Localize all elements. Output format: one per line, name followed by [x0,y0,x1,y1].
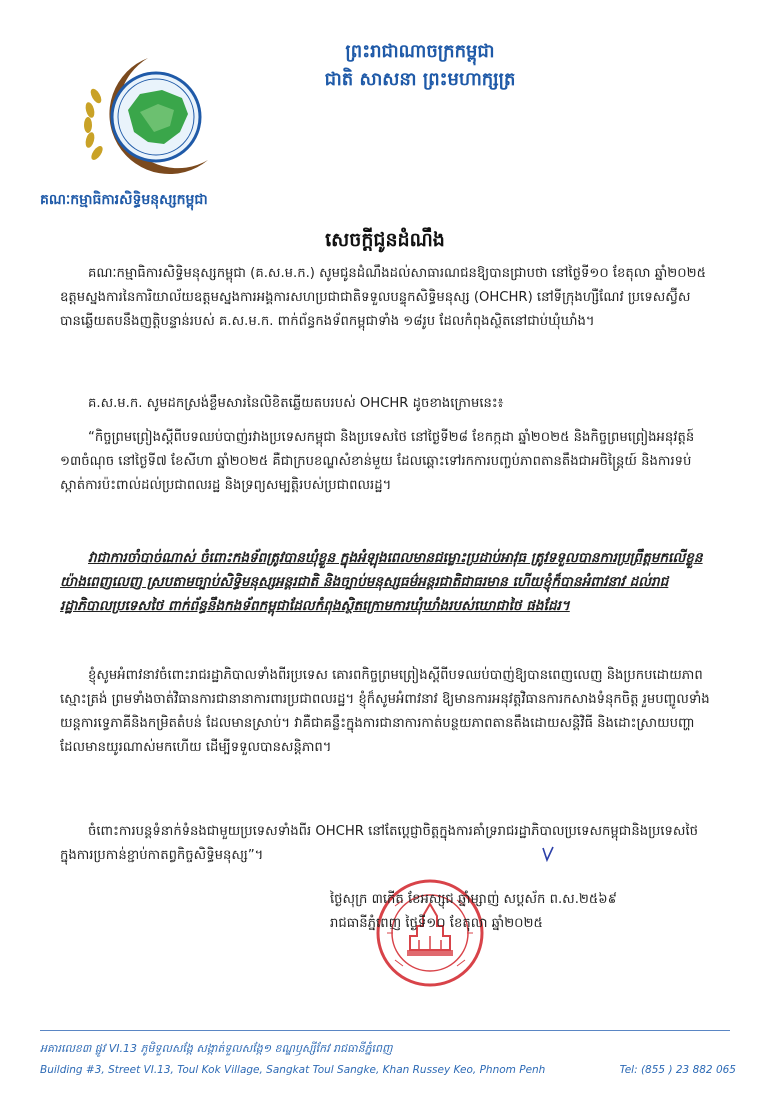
org-name: គណៈកម្មាធិការសិទ្ធិមនុស្សកម្ពុជា [40,192,208,208]
document-title: សេចក្តីជូនដំណឹង [325,229,445,251]
national-motto [260,38,580,94]
paragraph-commitment [60,820,710,876]
paragraph-appeal [60,664,710,814]
motto-kingdom: ព្រះរាជាណាចក្រកម្ពុជា [345,41,495,62]
paragraph-commitment-text: ចំពោះការបន្តទំនាក់ទំនងជាមួយប្រទេសទាំងពីរ OHCHR នៅតែប្តេជ្ញាចិត្តក្នុងការគាំទ្ររាជរដ្ឋាភិបាលប្រទេសកម្ពុជានិងប្រទេសថៃ ក្នុងការប្រកាន់ខ្ជាប់កាតព្វកិច្ចសិទ្ធិមនុស្ស”។ [60,824,699,863]
signature-block [330,888,730,936]
footer-divider [40,1030,730,1031]
solar-date: រាជធានីភ្នំពេញ ថ្ងៃទី១០ ខែតុលា ឆ្នាំ២០២៥ [330,916,543,931]
paragraph-quote-ceasefire [60,426,710,548]
paragraph-quote-ceasefire-text: “កិច្ចព្រមព្រៀងស្តីពីបទឈប់បាញ់រវាងប្រទេសកម្ពុជា និងប្រទេសថៃ នៅថ្ងៃទី២៨ ខែកក្កដា ឆ្នាំ២០២៥ និងកិច្ចព្រមព្រៀងអនុវត្តន៍ ១៣ចំណុច នៅថ្ងៃទី៧ ខែសីហា ឆ្នាំ២០២៥ គឺជាក្របខណ្ឌសំខាន់មួយ ដែលឆ្ពោះទៅរកការបញ្ចប់ភាពតានតឹងជាអចិន្ត្រៃយ៍ និងការទប់ស្កាត់ការប៉ះពាល់ដល់ប្រជាពលរដ្ឋ និងទ្រព្យសម្បត្តិរបស់ប្រជាពលរដ្ឋ។ [60,430,695,493]
paragraph-quote-intro [60,392,710,420]
paragraph-emphasis-detainees-text: វាជាការចាំបាច់ណាស់ ចំពោះកងទ័ពត្រូវបានឃុំខ្លួន ក្នុងអំឡុងពេលមានជម្លោះប្រដាប់អាវុធ ត្រូវទទួលបានការប្រព្រឹត្តមកលើខ្លួនយ៉ាងពេញលេញ ស្របតាមច្បាប់សិទ្ធិមនុស្សអន្តរជាតិ និងច្បាប់មនុស្សធម៌អន្តរជាតិជាធរមាន ហើយខ្ញុំក៏បានអំពាវនាវ ដល់រាជរដ្ឋាភិបាលប្រទេសថៃ ពាក់ព័ន្ធនឹងកងទ័ពកម្ពុជាដែលកំពុងស្ថិតក្រោមការឃុំឃាំងរបស់ឃោជាថៃ ផងដែរ។ [60,550,703,614]
footer-telephone: Tel: (855 ) 23 882 065 [619,1064,736,1076]
paragraph-emphasis-detainees [60,546,710,656]
paragraph-intro [60,262,710,384]
motto-nation-religion-king: ជាតិ សាសនា ព្រះមហាក្សត្រ [324,69,516,90]
paragraph-quote-intro-text: គ.ស.ម.ក. សូមដកស្រង់ខ្លឹមសារនៃលិខិតឆ្លើយតបរបស់ OHCHR ដូចខាងក្រោមនេះ៖ [88,396,504,411]
paragraph-appeal-text: ខ្ញុំសូមអំពាវនាវចំពោះរាជរដ្ឋាភិបាលទាំងពីរប្រទេស គោរពកិច្ចព្រមព្រៀងស្តីពីបទឈប់បាញ់ឱ្យបានពេញលេញ និងប្រកបដោយភាពស្មោះត្រង់ ព្រមទាំងចាត់វិធានការជានានាការពារប្រជាពលរដ្ឋ។ ខ្ញុំក៏សូមអំពាវនាវ ឱ្យមានការអនុវត្តវិធានការកសាងទំនុកចិត្ត រួមបញ្ចូលទាំងយន្តការទ្វេភាគីនិងកម្រិតតំបន់ ដែលមានស្រាប់។ វាគឺជាគន្លឹះក្នុងការជានាការកាត់បន្ថយភាពតានតឹងដោយសន្តិវិធី និងដោះស្រាយបញ្ហា ដែលមានយូរណាស់មកហើយ ដើម្បីទទួលបានសន្តិភាព។ [60,668,710,755]
org-logo [70,52,220,182]
footer-address-khmer: អគារលេខ៣ ផ្លូវ VI.13 ភូមិទួលសង្កែ សង្កាត់ទួលសង្កែ១ ខណ្ឌឫស្សីកែវ រាជធានីភ្នំពេញ [40,1042,393,1055]
handwritten-mark-icon [541,846,555,862]
paragraph-intro-text: គណៈកម្មាធិការសិទ្ធិមនុស្សកម្ពុជា (គ.ស.ម.ក.) សូមជូនដំណឹងដល់សាធារណជនឱ្យបានជ្រាបថា នៅថ្ងៃទី១០ ខែតុលា ឆ្នាំ២០២៥ ឧត្តមស្នងការនៃការិយាល័យឧត្តមស្នងការអង្គការសហប្រជាជាតិទទួលបន្ទុកសិទ្ធិមនុស្ស (OHCHR) នៅទីក្រុងហ្សឺណែវ ប្រទេសស្វ៊ីស បានឆ្លើយតបនឹងញត្តិបន្ទាន់របស់ គ.ស.ម.ក. ពាក់ព័ន្ធកងទ័ពកម្ពុជាទាំង ១៨រូប ដែលកំពុងស្ថិតនៅជាប់ឃុំឃាំង។ [60,266,706,329]
footer-address-english: Building #3, Street VI.13, Toul Kok Village, Sangkat Toul Sangke, Khan Russey Keo, Phnom Penh [40,1064,546,1076]
lunar-date: ថ្ងៃសុក្រ ៣កើត ខែអស្សុជ ឆ្នាំម្សាញ់ សប្តស័ក ព.ស.២៥៦៩ [330,892,617,907]
